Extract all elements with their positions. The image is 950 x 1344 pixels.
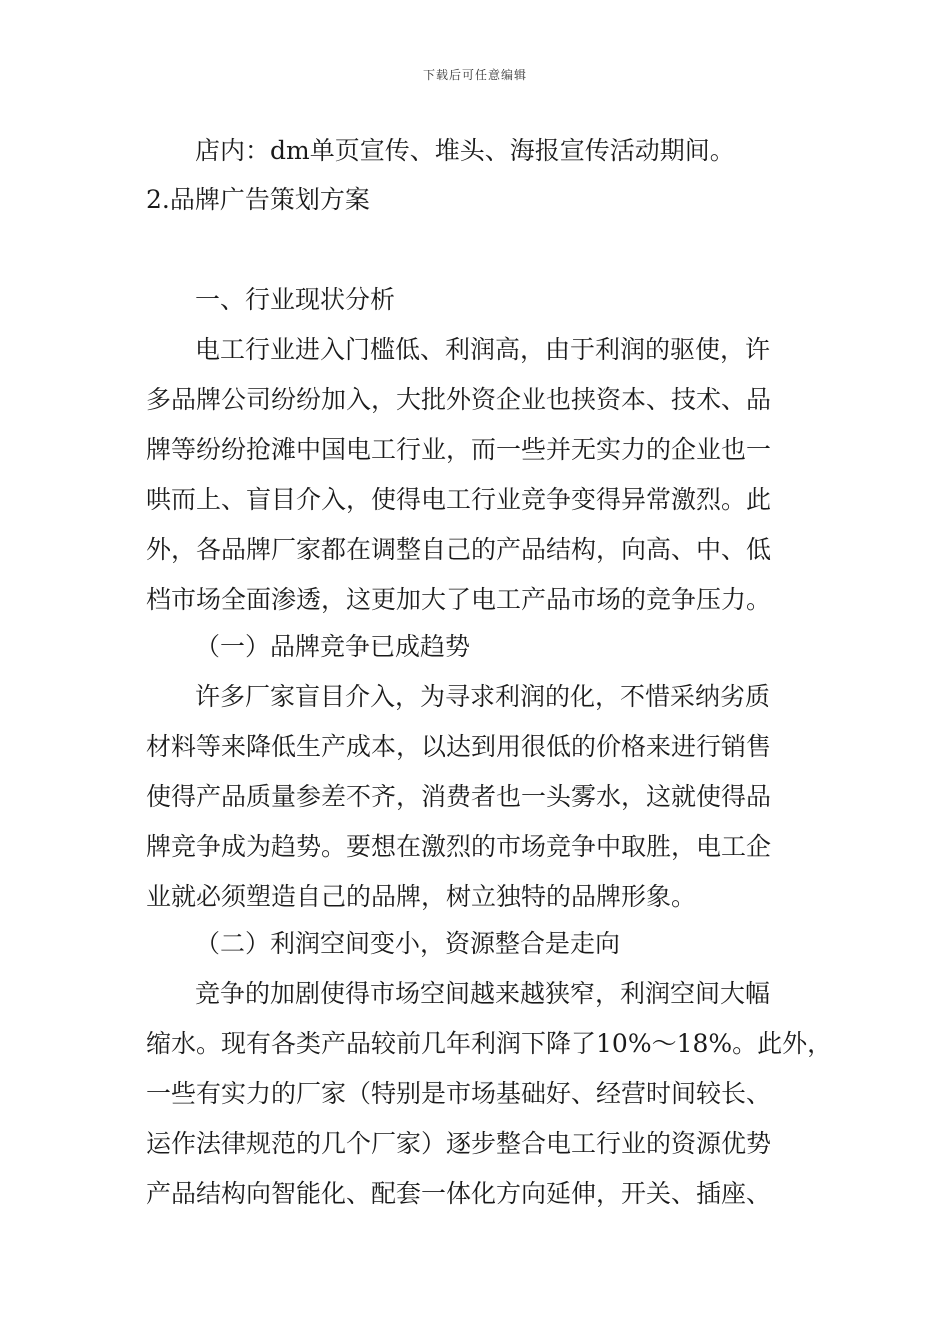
text-line: 哄而上、盲目介入，使得电工行业竞争变得异常激烈。此 <box>146 485 772 514</box>
text-line: 许多厂家盲目介入，为寻求利润的化，不惜采纳劣质 <box>195 682 771 711</box>
text-line: 档市场全面渗透，这更加大了电工产品市场的竞争压力。 <box>146 585 772 614</box>
subsection-heading: （二）利润空间变小，资源整合是走向 <box>195 929 621 958</box>
text-line: 店内：dm单页宣传、堆头、海报宣传活动期间。 <box>195 136 735 165</box>
text-line: 一些有实力的厂家（特别是市场基础好、经营时间较长、 <box>146 1079 772 1108</box>
text-line: 使得产品质量参差不齐，消费者也一头雾水，这就使得品 <box>146 782 772 811</box>
text-line: 材料等来降低生产成本，以达到用很低的价格来进行销售 <box>146 732 772 761</box>
text-line: 竞争的加剧使得市场空间越来越狭窄，利润空间大幅 <box>195 979 771 1008</box>
text-line: 牌等纷纷抢滩中国电工行业，而一些并无实力的企业也一 <box>146 435 772 464</box>
text-line: 多品牌公司纷纷加入，大批外资企业也挟资本、技术、品 <box>146 385 772 414</box>
text-line: 缩水。现有各类产品较前几年利润下降了10%～18%。此外， <box>146 1029 833 1058</box>
section-heading: 2.品牌广告策划方案 <box>146 185 370 214</box>
text-line: 业就必须塑造自己的品牌，树立独特的品牌形象。 <box>146 882 697 911</box>
text-line: 运作法律规范的几个厂家）逐步整合电工行业的资源优势 <box>146 1129 772 1158</box>
text-line: 产品结构向智能化、配套一体化方向延伸，开关、插座、 <box>146 1179 772 1208</box>
text-line: 电工行业进入门槛低、利润高，由于利润的驱使，许 <box>195 335 771 364</box>
section-heading: 一、行业现状分析 <box>195 285 396 314</box>
text-line: 牌竞争成为趋势。要想在激烈的市场竞争中取胜，电工企 <box>146 832 772 861</box>
page-header: 下载后可任意编辑 <box>422 68 527 82</box>
text-line: 外，各品牌厂家都在调整自己的产品结构，向高、中、低 <box>146 535 772 564</box>
subsection-heading: （一）品牌竞争已成趋势 <box>195 632 471 661</box>
